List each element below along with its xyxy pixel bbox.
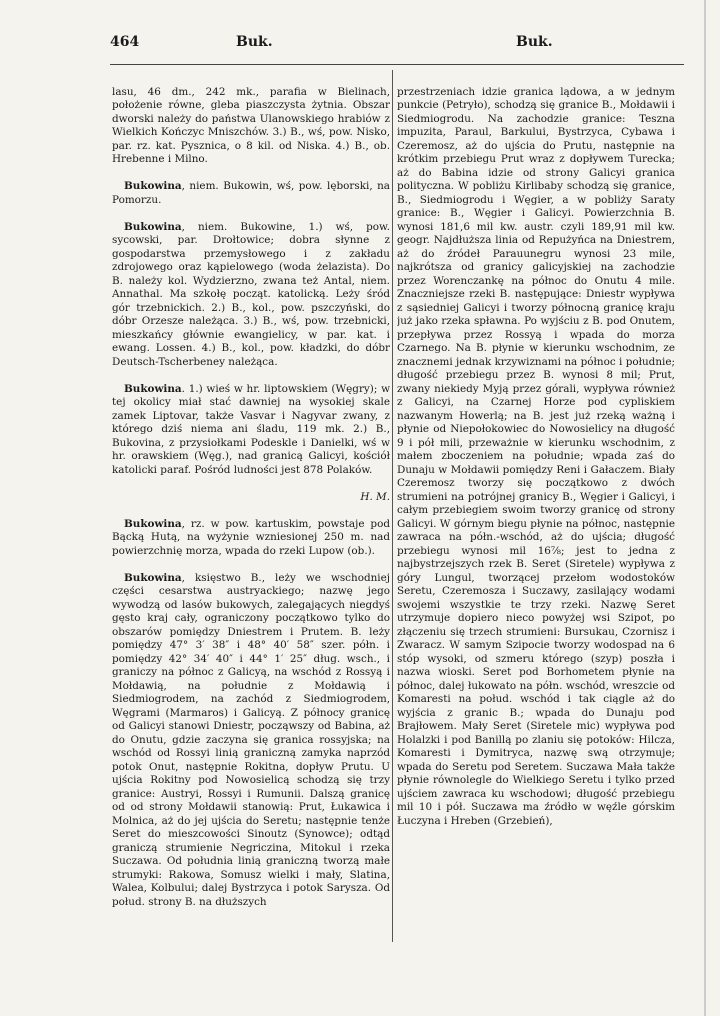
running-head-right: Buk.: [516, 34, 553, 50]
headword: Bukowina: [124, 382, 182, 395]
entry-text: , niem. Bukowin, wś, pow. lęborski, na Pomorzu.: [112, 180, 390, 206]
headword: Bukowina: [124, 517, 182, 530]
headword: Bukowina: [124, 220, 182, 233]
right-column: [397, 72, 675, 992]
entry-text: , niem. Bukowine, 1.) wś, pow. sycowski, par. Drołtowice; dobra słynne z gospodarstwa przemysłowego i z zakładu zdrojowego oraz kąpielowego (woda żelazista). Do B. należy kol. Wydzierzno, zwana też Antal, niem. Annathal. Ma szkołę począt. katolicką. Leży śród gór trzebnickich. 2.) B., kol., pow. pszczyński, do dóbr Orzesze należąca. 3.) B., wś, pow. trzebnicki, mieszkańcy głównie ewangielicy, w par. kat. i ewang. Lossen. 4.) B., kol., pow. kładzki, do dóbr Deutsch-Tscherbeney należąca.: [112, 220, 390, 368]
entry-bukowina-duchy: [112, 572, 390, 910]
entry-text: . 1.) wieś w hr. liptowskiem (Węgry); w tej okolicy miał stać dawniej na wysokiej skale zamek Liptovar, także Vasvar i Nagyvar zwany, z którego dziś niema ani śladu, 119 mk. 2.) B., Bukovina, z przysiołkami Podeskle i Danielki, wś w hr. orawskiem (Węg.), nad granicą Galicyi, kościół katolicki paraf. Pośród ludności jest 878 Polaków.: [112, 382, 390, 476]
entry-bukowina-pomorze: [112, 180, 390, 207]
column-divider: [392, 70, 393, 942]
entry-text: , rz. w pow. kartuskim, powstaje pod Bącką Hutą, na wyżynie wzniesionej 250 m. nad powierzchnię morza, wpada do rzeki Lupow (ob.).: [112, 517, 390, 557]
author-signature: H. M.: [360, 490, 390, 503]
entry-text: , księstwo B., leży we wschodniej części cesarstwa austryackiego; nazwę jego wywodzą od lasów bukowych, zalegających niegdyś gęsto kraj cały, ograniczony początkowo tylko do obszarów pomiędzy Dniestrem i Prutem. B. leży pomiędzy 47° 3′ 38″ i 48° 40′ 58″ szer. półn. i pomiędzy 42° 34′ 40″ i 44° 1′ 25″ dług. wsch., i graniczy na północ z Galicyą, na wschód z Rossyą i Mołdawią, na południe z Mołdawią i Siedmiogrodem, na zachód z Siedmiogrodem, Węgrami (Marmaros) i Galicyą. Z północy granicę od Galicyi stanowi Dniestr, począwszy od Babina, aż do Onutu, gdzie zaczyna się granica rossyjska; na wschód od Rossyi linią graniczną zamyka naprzód potok Onut, następnie Rokitna, dopływ Prutu. U ujścia Rokitny pod Nowosielicą schodzą się trzy granice: Austryi, Rossyi i Rumunii. Dalszą granicę od od strony Mołdawii stanowią: Prut, Łukawica i Molnica, aż do jej ujścia do Seretu; następnie tenże Seret do mieszcowości Sinoutz (Synowce); odtąd graniczą strumienie Negriczina, Mitokul i rzeka Suczawa. Od południa linią graniczną tworzą małe strumyki: Rakowa, Somusz wielki i mały, Slatina, Walea, Kolbului; dalej Bystrzyca i potok Sarysza. Od połud. strony B. na dłuższych: [112, 571, 390, 908]
entry-continuation-right: przestrzeniach idzie granica lądowa, a w jednym punkcie (Petryło), schodzą się granice B., Mołdawii i Siedmiogrodu. Na zachodzie granice: Teszna impuzita, Paraul, Barkului, Bystrzyca, Cybawa i Czeremosz, aż do ujścia do Prutu, następnie na krótkim przebiegu Prut wraz z dopływem Turecka; aż do Babina idzie od strony Galicyi granica polityczna. W pobliżu Kirlibaby schodzą się granice, B., Siedmiogrodu i Węgier, a w pobliży Saraty granice: B., Węgier i Galicyi. Powierzchnia B. wynosi 181,6 mil kw. austr. czyli 189,91 mil kw. geogr. Najdłuższa linia od Repużyńca na Dniestrem, aż do źródeł Parauunegru wynosi 23 mile, najkrótsza od granicy galicyjskiej na zachodzie przez Worenczankę na północ do Onutu 4 mile. Znaczniejsze rzeki B. następujące: Dniestr wypływa z sąsiedniej Galicyi i tworzy północną granicę kraju już jako rzeka spławna. Po wyjściu z B. pod Onutem, przepływa przez Rossyą i wpada do morza Czarnego. Na B. płynie w kierunku wschodnim, ze znacznemi jednak krzywiznami na północ i południe; długość przebiegu przez B. wynosi 8 mil; Prut, zwany niekiedy Myją przez górali, wypływa również z Galicyi, na Czarnej Horze pod cypliskiem nazwanym Howerlą; na B. jest już rzeką ważną i płynie od Niepołokowiec do Nowosielicy na długość 9 i pół mili, przeważnie w kierunku wschodnim, z małem zboczeniem na południe; wpada zaś do Dunaju w Mołdawii pomiędzy Reni i Gałaczem. Biały Czeremosz tworzy się początkowo z dwóch strumieni na potrójnej granicy B., Węgier i Galicyi, i całym przebiegiem swoim tworzy granicę od strony Galicyi. W górnym biegu płynie na północ, następnie zawraca na półn.-wschód, aż do ujścia; długość przebiegu wynosi mil 16⅞; jest to jedna z najbystrzejszych rzek B. Seret (Siretele) wypływa z góry Lungul, tworzącej przełom wodostoków Seretu, Czeremosza i Suczawy, zasilający wodami swojemi wszystkie te trzy rzeki. Nazwę Seret utrzymuje dopiero nieco powyżej wsi Szipot, po złączeniu się trzech strumieni: Bursukau, Czornisz i Zwaracz. W samym Szipocie tworzy wodospad na 6 stóp wysoki, od szmeru którego (szyp) poszła i nazwa wioski. Seret pod Borhometem płynie na północ, dalej łukowato na półn. wschód, wreszcie od Komaresti na połud. wschód i tak ciągle aż do wyjścia z granic B.; wpada do Dunaju pod Brajłowem. Mały Seret (Siretele mic) wypływa pod Holalzki i pod Banillą po zlaniu się potoków: Hilcza, Komaresti i Dymitryca, nazwę swą otrzymuje; wpada do Seretu pod Seretem. Suczawa Mała także płynie równolegle do Wielkiego Seretu i tylko przed ujściem zawraca ku wschodowi; długość przebiegu mil 10 i pół. Suczawa ma źródło w węźle górskim Łuczyna i Hreben (Grzebień),: [397, 85, 675, 827]
page-edge: [704, 0, 706, 1016]
entry-bukowina-silesia: [112, 221, 390, 370]
entry-bukowina-hungary: [112, 383, 390, 478]
headword: Bukowina: [124, 180, 182, 192]
left-column: [112, 72, 390, 992]
entry-continuation: lasu, 46 dm., 242 mk., parafia w Bielinach, położenie równe, gleba piaszczysta żytnia. Obszar dworski należy do państwa Ulanowskiego hrabiów z Wielkich Kończyc Mniszchów. 3.) B., wś, pow. Nisko, par. rz. kat. Pysznica, o 8 kil. od Niska. 4.) B., ob. Hrebenne i Milno.: [112, 85, 390, 165]
entry-bukowina-river: [112, 518, 390, 559]
page-header: [110, 34, 684, 56]
headword: Bukowina: [124, 571, 182, 584]
header-rule: [110, 64, 684, 65]
page-number: 464: [110, 34, 140, 50]
running-head-left: Buk.: [236, 34, 273, 50]
